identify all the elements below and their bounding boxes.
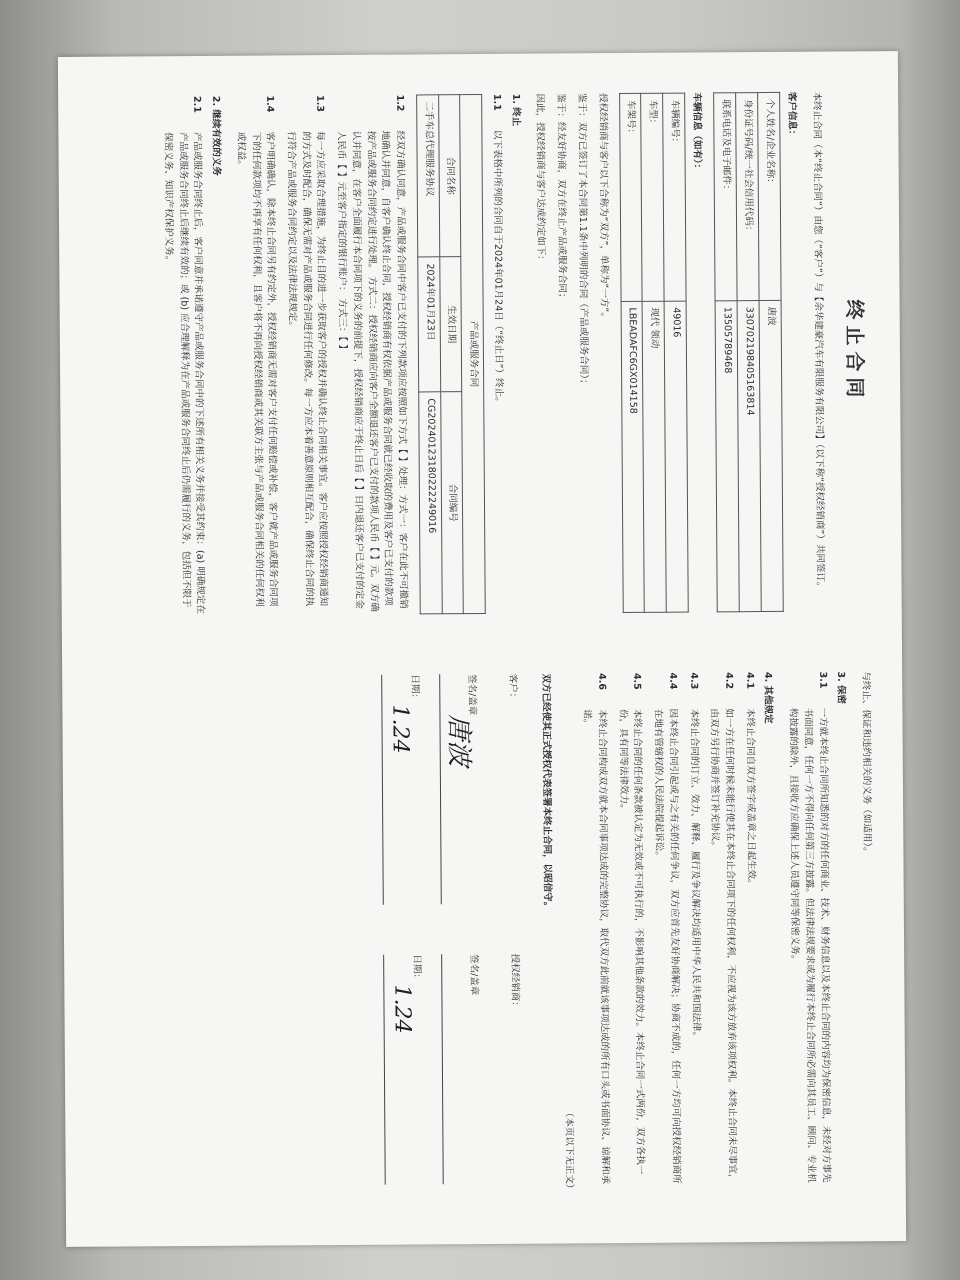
customer-info-table — [714, 92, 784, 612]
date-label: 日期： — [410, 954, 422, 984]
right-column — [319, 671, 876, 1195]
table-row — [757, 92, 782, 611]
contract-number-cell: CG20240123180222249016 — [419, 392, 442, 614]
vehicle-info-table — [619, 93, 689, 613]
clause-text: 如一方在任何时候未能行使其在本终止合同项下的任何权利，不应视为该方放弃该项权利。本终止合同未尽事宜，由双方另行协商并签订补充协议。 — [708, 708, 738, 1184]
intro-paragraph: 本终止合同（本“终止合同”）由您（“客户”）与【余华建豪汽车有限服务有限公司】（以下称“授权经销商”）共同签订。 — [811, 91, 826, 592]
dealer-signature-block — [365, 954, 523, 1185]
customer-info-heading: 客户信息： — [786, 91, 798, 140]
clause-text: 以下表格中所列的合同自于2024年01月24日（“终止日”）终止。 — [491, 129, 505, 407]
vin-value: LBEADAFC6GX014158 — [621, 301, 645, 613]
customer-handwritten-date: 1.24 — [387, 704, 413, 754]
clause-number: 1.1 — [491, 93, 503, 111]
section-1-heading: 1. 终止 — [509, 93, 522, 127]
clause-number: 3.1 — [816, 671, 828, 689]
clause-text: 客户明确确认，除本终止合同另有约定外，授权经销商无需对客户支付任何赔偿或补偿，客户就产品或服务合同项下的任何款项均不再享有任何权利，且客户将不再向授权经销商或其关联方主张与产品或服务合同相关的任何权利或权益。 — [235, 131, 280, 607]
clause-1-3 — [282, 95, 330, 615]
sign-seal-label: 签名/盖章 — [468, 954, 480, 996]
section-3-heading: 3. 保密 — [835, 671, 847, 705]
clause-number: 2.1 — [191, 95, 203, 113]
clause-4-4 — [650, 673, 683, 1193]
clause-3-1 — [785, 672, 833, 1192]
whereas-2: 鉴于：双方已签订了本合同第1.1条中列明的合同（产品或服务合同）； — [575, 93, 589, 389]
column-header: 生效日期 — [440, 257, 463, 392]
contract-name-cell: 二手车总代理服务协议 — [417, 95, 440, 257]
vehicle-model-value: 现代 领动 — [642, 301, 666, 613]
table-row — [417, 95, 442, 614]
customer-date-line — [381, 675, 413, 905]
customer-name-label: 个人姓名/企业名称： — [757, 92, 780, 300]
section-2-heading: 2. 继续有效的义务 — [210, 95, 222, 176]
clause-text: 方式二：授权经销商应向客户全额退还客户已支付的款项人民币【 】元。双方确认并同意，在客户全面履行本合同项下的义务的前提下，授权经销商应于终止日后【 】日内退还客户已支付的定金人民币【 】元至客户指定的银行账户： — [335, 130, 380, 612]
clause-body — [333, 131, 410, 616]
whereas-1: 授权经销商与客户以下合称为“双方”，单称为“一方”。 — [596, 93, 610, 322]
clause-text: 一方就本终止合同所知悉的对方的任何商业、技术、财务信息以及本终止合同的内容均为保密信息，未经对方事先书面同意，任何一方不得向任何第三方披露。但法律法规要求或为履行本终止合同所必需向其员工、顾问、专业机构披露的除外，且接收方应确保上述人员遵守同等保密义务。 — [787, 707, 832, 1183]
clause-number: 4.4 — [666, 672, 679, 690]
table-row — [641, 93, 666, 612]
table-row — [714, 93, 739, 612]
customer-id-label: 身份证号码/统一社会信用代码： — [736, 93, 759, 301]
clause-number: 1.3 — [314, 95, 326, 112]
table-title-row — [460, 94, 485, 613]
whereas-3: 鉴于：经友好协商，双方在终止产品或服务合同； — [555, 93, 568, 303]
customer-handwritten-signature: 唐波 — [443, 714, 474, 767]
clause-text: 方式三：【 】 — [336, 298, 349, 354]
clause-number: 4.2 — [723, 672, 735, 690]
clause-number: 4.3 — [687, 672, 699, 690]
clause-4-2 — [706, 672, 739, 1192]
customer-id-value: 330702198405163814 — [737, 300, 761, 612]
clause-4-3 — [685, 672, 703, 1192]
clause-text: 因本终止合同引起或与之有关的任何争议，双方应首先友好协商解决；协商不成的，任何一方均可向授权经销商所在地有管辖权的人民法院提起诉讼。 — [652, 708, 682, 1184]
clause-number: 4.6 — [596, 673, 608, 691]
dealer-handwritten-date: 1.24 — [389, 984, 415, 1034]
whereas-4: 因此，授权经销商与客户达成约定如下： — [534, 93, 547, 265]
background-shadow — [900, 0, 960, 1280]
contract-table — [416, 94, 486, 614]
document-title: 终止合同 — [842, 299, 868, 404]
column-header: 合同编号 — [440, 392, 463, 614]
table-header-row — [438, 95, 463, 614]
document-content — [58, 51, 906, 1247]
clause-number: 1.2 — [394, 94, 406, 112]
sign-seal-label: 签名/盖章 — [466, 674, 478, 716]
clause-text: 本终止合同构成双方就本合同事项达成的完整协议，取代双方此前就该事项达成的所有口头或书面协议、谅解和承诺。 — [581, 709, 611, 1185]
clause-4-6 — [579, 673, 612, 1193]
clause-2-1 — [159, 96, 207, 616]
vin-label: 车架号： — [619, 93, 642, 301]
clause-number: 4.1 — [743, 672, 755, 690]
signature-area — [319, 674, 523, 1195]
section-4-heading: 4. 其他规定 — [762, 671, 774, 724]
vehicle-number-value: 49016 — [664, 301, 688, 613]
date-label: 日期： — [408, 674, 421, 704]
clause-text: 经双方确认同意，产品或服务合同中客户已支付的下列款项应按照如下方式【 】处理：方式一：客户在此不可撤销地确认并同意，自客户确认终止合同，授权经销商有权依据产品或服务合同就已经收取的费用及客户已支付的款项按产品或服务合同约定进行处理。 — [365, 130, 409, 609]
clause-4-5 — [614, 673, 647, 1193]
clause-1-4 — [232, 95, 280, 615]
vehicle-model-label: 车型： — [641, 93, 664, 301]
customer-contact-value: 13505789468 — [715, 300, 739, 612]
table-row — [619, 93, 644, 612]
customer-name-value: 唐波 — [759, 300, 783, 612]
dealer-sign-label: 授权经销商： — [509, 953, 521, 1011]
vehicle-number-label: 车辆编号： — [663, 93, 686, 301]
clause-text: 每一方应采取合理措施，为终止目的进一步获取客户的授权并确认终止合同相关事宜。客户应按照授权经销商通知的方式及时配合，确保无需对产品或服务合同进行任何修改。每一方应本着善意原则相互配合，确保终止合同的执行符合产品或服务合同约定以及法律法规规定。 — [285, 131, 330, 607]
clause-1-2 — [333, 95, 410, 616]
customer-signature-block — [363, 674, 521, 905]
effective-date-cell: 2024年01月23日 — [418, 257, 441, 392]
vehicle-info-heading: 车辆信息（如有）： — [691, 92, 704, 174]
table-row — [736, 93, 761, 612]
clause-text: 本终止合同的任何条款被认定为无效或不可执行的，不影响其他条款的效力。本终止合同一式两份，双方各执一份，具有同等法律效力。 — [617, 708, 647, 1175]
table-title: 产品或服务合同 — [460, 94, 485, 613]
clause-1-1 — [488, 94, 506, 614]
left-column — [153, 91, 871, 616]
clause-text: 本终止合同的订立、效力、解释、履行及争议解决均适用中华人民共和国法律。 — [687, 708, 702, 1042]
clause-text: 产品或服务合同终止后，客户同意并承诺遵守产品或服务合同中的下述所有相关义务并接受其约束：(a) 明确规定在产品或服务合同终止后继续有效的；或 (b) 应合理解释为在产品或服务合同终止后仍需履行的义务，包括但不限于保密义务、知识产权保护义务。 — [162, 131, 207, 614]
customer-contact-label: 联系电话及电子邮件： — [714, 93, 737, 301]
clause-number: 1.4 — [264, 95, 276, 113]
continued-text: 与终止、保证和违约相关的义务（如适用）。 — [860, 671, 873, 857]
clause-text: 本终止合同自双方签字或盖章之日起生效。 — [744, 708, 757, 889]
no-further-text-note: （本页以下无正文） — [563, 1107, 576, 1194]
clause-number: 4.5 — [631, 672, 643, 690]
clause-4-1 — [741, 672, 759, 1192]
dealer-date-line — [383, 955, 415, 1185]
document-sheet — [58, 51, 906, 1247]
customer-sign-label: 客户： — [507, 673, 519, 703]
table-row — [663, 93, 688, 612]
closing-statement: 双方已经使其正式授权代表签署本终止合同，以昭信守。 — [539, 673, 553, 912]
dealer-signature-line — [441, 954, 462, 1184]
column-header: 合同名称 — [438, 95, 461, 257]
